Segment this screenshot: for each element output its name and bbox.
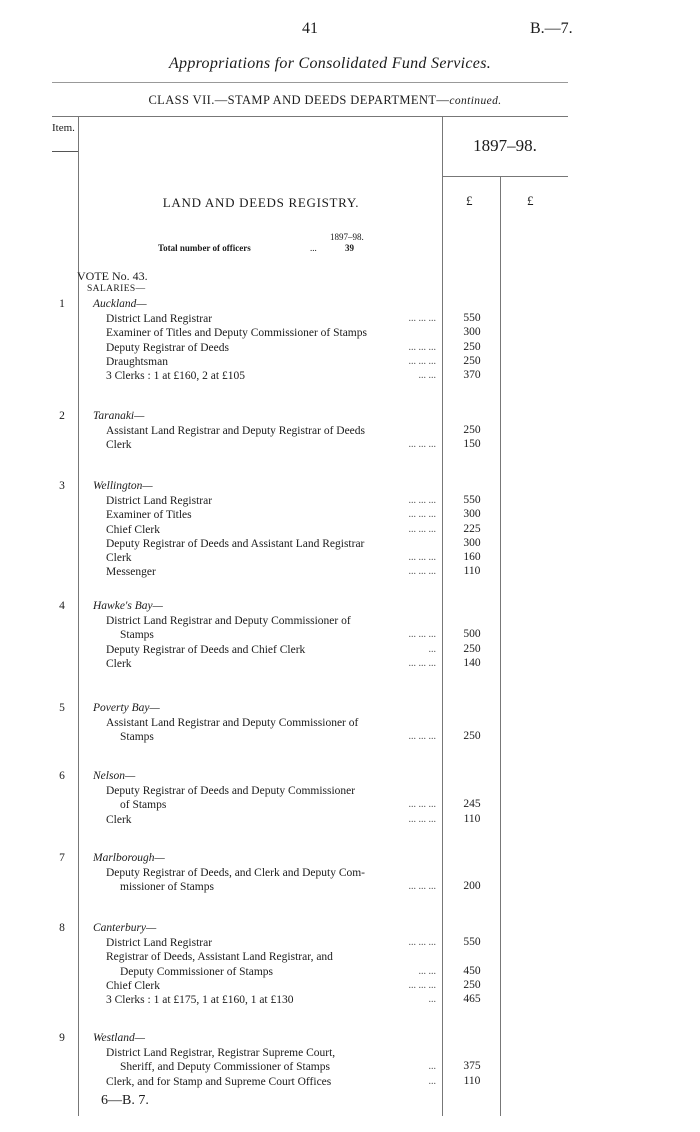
entry-line [106,979,438,993]
entry-line [120,965,438,979]
entry-line [106,312,438,326]
item-column-divider [78,116,79,1116]
amount-cell: 250 [463,730,481,743]
entry-description: 3 Clerks : 1 at £175, 1 at £160, 1 at £130 [106,994,297,1006]
item-number: 3 [59,480,65,492]
entry-line [106,657,438,671]
entry-description: Deputy Commissioner of Stamps [120,966,276,978]
leader-dots: ... [428,1075,436,1087]
amount-cell: 450 [463,964,481,977]
leader-dots: ... ... ... [408,799,436,811]
entry-description: Clerk [106,814,135,826]
entry-description: missioner of Stamps [120,881,217,893]
vote-number: VOTE No. 43. [77,269,148,283]
entry-description: Sheriff, and Deputy Commissioner of Stamps [120,1061,333,1073]
amount-cell: 550 [463,936,481,949]
entry-description: 3 Clerks : 1 at £160, 2 at £105 [106,370,248,382]
amount-cell: 500 [463,628,481,641]
officers-label: Total number of officers [158,243,251,253]
leader-dots: ... ... ... [408,657,436,669]
entry-description: Clerk [106,552,135,564]
year-column-header: 1897–98. [473,136,537,155]
leader-dots: ... ... ... [408,813,436,825]
amount-cell: 245 [463,798,481,811]
entry-line [106,716,438,730]
entry-description: Examiner of Titles and Deputy Commissioner of Stamps [106,327,370,339]
class-heading-continued: continued. [449,95,502,107]
entry-description: District Land Registrar, Registrar Supreme Court, [106,1047,338,1059]
class-heading [0,93,650,108]
item-number: 7 [59,852,65,864]
leader-dots: ... ... ... [408,881,436,893]
entry-line [106,523,438,537]
item-number: 1 [59,298,65,310]
entry-line [106,369,438,383]
entry-line [106,784,438,798]
amount-cell: 200 [463,880,481,893]
entry-line [106,341,438,355]
pound-sign-col1: £ [466,193,473,208]
page-reference: B.—7. [530,20,573,37]
entry-line [106,643,438,657]
region-heading: Canterbury— [93,922,157,934]
region-heading: Nelson— [93,770,136,782]
leader-dots: ... ... ... [408,979,436,991]
entry-description: District Land Registrar [106,937,215,949]
amount-cell: 370 [463,369,481,381]
entry-line [106,537,438,551]
amount-cell: 550 [463,312,481,325]
entry-description: Deputy Registrar of Deeds and Assistant Land Registrar [106,538,367,550]
amount-cell: 300 [463,508,481,521]
amount-cell: 110 [463,565,481,578]
leader-dots: ... ... [418,370,436,381]
leader-dots: ... ... ... [408,341,436,353]
entry-description: Clerk [106,439,135,451]
entry-description: District Land Registrar [106,495,215,507]
entry-description: Chief Clerk [106,524,163,536]
amount-column-left-rule [442,116,443,1116]
amount-cell: 250 [463,978,481,991]
amount-cell: 300 [463,326,481,339]
leader-dots: ... ... ... [408,629,436,641]
entry-description: Messenger [106,566,159,578]
entry-line [106,866,438,880]
leader-dots: ... ... ... [408,313,436,325]
amount-cell: 375 [463,1060,481,1073]
entry-line [120,1060,438,1074]
entry-description: Stamps [120,731,157,743]
entry-description: Clerk, and for Stamp and Supreme Court Offices [106,1076,334,1088]
amount-cell: 140 [463,656,481,669]
amount-column-middle-rule [500,176,501,1116]
item-head-underline [52,151,78,152]
entry-line [106,936,438,950]
entry-line [106,565,438,579]
item-number: 5 [59,702,65,714]
entry-description: District Land Registrar [106,313,215,325]
year-head-rule [443,176,568,177]
leader-dots: ... ... ... [408,523,436,535]
amount-cell: 250 [463,424,481,437]
leader-dots: ... [428,1061,436,1073]
title-rule [52,82,568,83]
leader-dots: ... [428,643,436,655]
entry-line [106,494,438,508]
amount-cell: 250 [463,340,481,353]
entry-line [120,730,438,744]
entry-line [120,880,438,894]
entry-line [106,355,438,369]
leader-dots: ... [428,994,436,1005]
amount-cell: 465 [463,993,481,1005]
amount-cell: 160 [463,551,481,563]
amount-cell: 250 [463,354,481,367]
pound-sign-col2: £ [527,193,534,208]
page-title: Appropriations for Consolidated Fund Services. [168,55,492,72]
salaries-heading: SALARIES— [87,284,146,294]
entry-description: Deputy Registrar of Deeds [106,342,232,354]
entry-line [106,1046,438,1060]
region-heading: Westland— [93,1032,145,1044]
entry-description: of Stamps [120,799,169,811]
entry-description: Assistant Land Registrar and Deputy Registrar of Deeds [106,425,368,437]
leader-dots: ... ... ... [408,495,436,507]
entry-description: Deputy Registrar of Deeds and Deputy Commissioner [106,785,358,797]
leader-dots: ... ... ... [408,439,436,451]
entry-line [106,950,438,964]
entry-line [106,614,438,628]
item-number: 6 [59,770,65,782]
entry-line [106,438,438,452]
entry-description: Clerk [106,658,135,670]
entry-description: Examiner of Titles [106,509,195,521]
entry-line [106,508,438,522]
entry-description: Assistant Land Registrar and Deputy Commissioner of [106,717,361,729]
region-heading: Marlborough— [93,852,165,864]
entry-line [106,326,438,340]
amount-cell: 225 [463,522,481,535]
amount-cell: 110 [463,1074,481,1087]
page-number: 41 [302,20,318,37]
amount-cell: 110 [463,812,481,825]
leader-dots: ... ... ... [408,937,436,949]
entry-description: Chief Clerk [106,980,163,992]
entry-description: Draughtsman [106,356,171,368]
entry-description: District Land Registrar and Deputy Commissioner of [106,615,354,627]
item-number: 4 [59,600,65,612]
entry-line [106,993,438,1007]
leader-dots: ... ... ... [408,552,436,563]
entry-description: Deputy Registrar of Deeds and Chief Clerk [106,644,308,656]
entry-line [106,424,438,438]
leader-dots: ... ... ... [408,509,436,521]
amount-cell: 250 [463,642,481,655]
officers-leader-dots: ... [310,243,317,253]
leader-dots: ... ... [418,965,436,977]
leader-dots: ... ... ... [408,566,436,578]
region-heading: Wellington— [93,480,153,492]
item-number: 8 [59,922,65,934]
amount-cell: 300 [463,536,481,549]
entry-line [106,1075,438,1089]
entry-description: Stamps [120,629,157,641]
class-heading-text: CLASS VII.—STAMP AND DEEDS DEPARTMENT— [148,93,450,107]
region-heading: Poverty Bay— [93,702,160,714]
amount-cell: 150 [463,438,481,451]
entry-line [120,628,438,642]
entry-description: Deputy Registrar of Deeds, and Clerk and Deputy Com- [106,867,368,879]
entry-line [106,813,438,827]
table-top-rule [52,116,568,117]
item-column-header: Item. [52,122,75,134]
leader-dots: ... ... ... [408,355,436,367]
leader-dots: ... ... ... [408,731,436,743]
entry-description: Registrar of Deeds, Assistant Land Registrar, and [106,951,336,963]
region-heading: Hawke's Bay— [93,600,163,612]
entry-line [120,798,438,812]
item-number: 2 [59,410,65,422]
region-heading: Auckland— [93,298,147,310]
section-title: LAND AND DEEDS REGISTRY. [162,195,360,210]
item-number: 9 [59,1032,65,1044]
officers-count: 39 [345,243,354,253]
region-heading: Taranaki— [93,410,145,422]
entry-line [106,551,438,565]
officers-year: 1897–98. [330,232,364,242]
signature-mark: 6—B. 7. [101,1093,149,1108]
amount-cell: 550 [463,494,481,507]
